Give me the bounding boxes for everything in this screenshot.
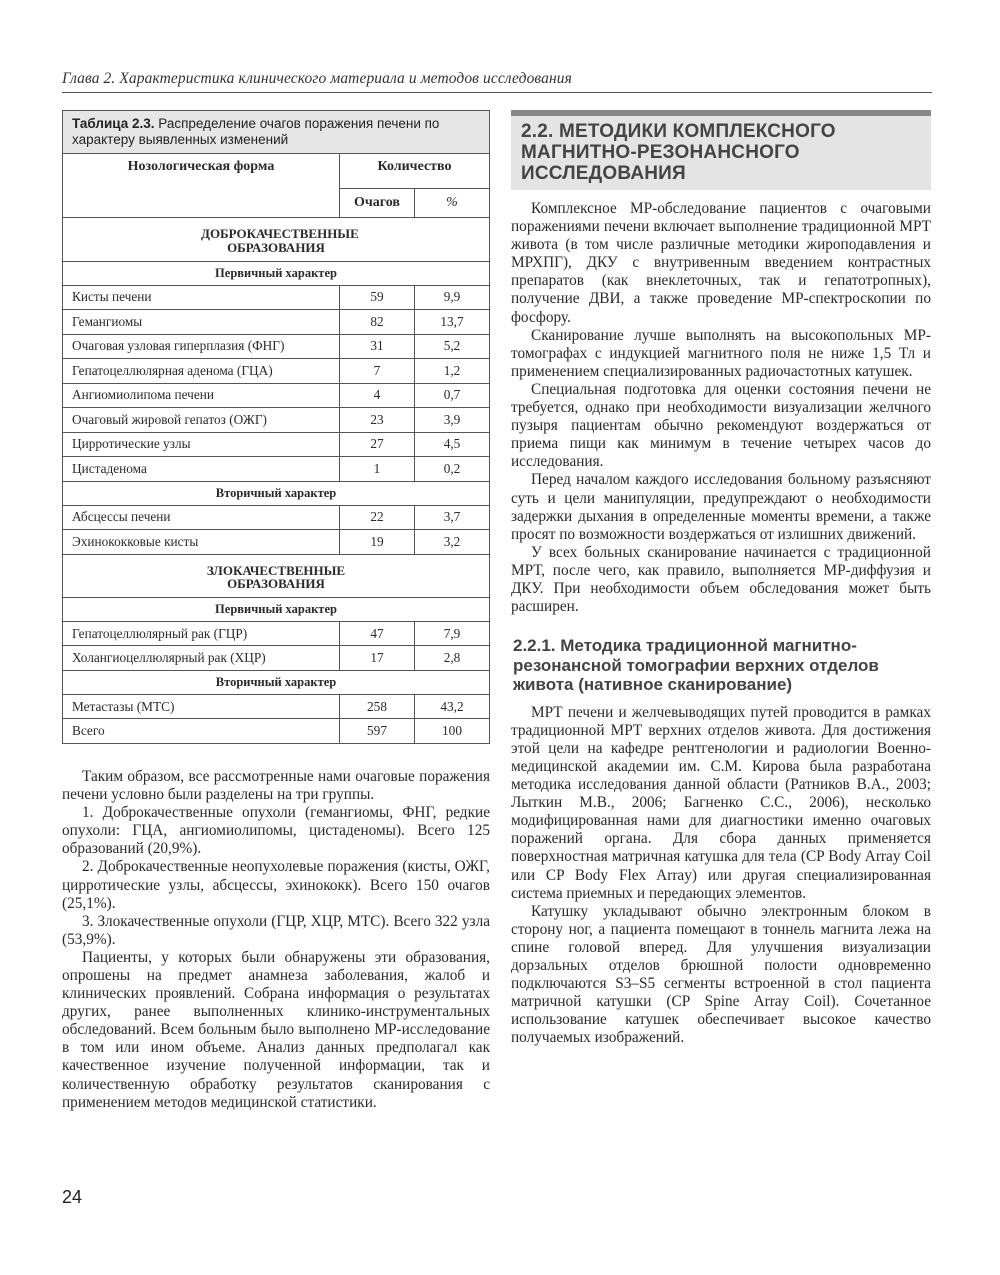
list-item: 2. Доброкачественные неопухолевые поражения (кисты, ОЖГ, цирротические узлы, абсцессы, эхинококк). Всего 150 очагов (25,1%). [62, 858, 490, 912]
paragraph: МРТ печени и желчевыводящих путей проводится в рамках традиционной МРТ верхних отделов живота. Для достижения этой цели на кафедре рентгенологии и радиологии Военно-медицинской академии им. С.М. Кирова была разработана методика исследования данной области (Ратников В.А., 2003; Лыткин М.В., 2006; Багненко С.С., 2006), несколько модифицированная нами для диагностики именно очаговых поражений органа. Для сбора данных применяется поверхностная матричная катушка для тела (CP Body Array Coil или CP Body Flex Array) или другая специализированная система приемных и передающих элементов. [511, 703, 931, 902]
paragraph: Катушку укладывают обычно электронным блоком в сторону ног, а пациента помещают в тоннель магнита лежа на спине головой вперед. Для улучшения визуализации дорзальных отделов брюшной полости одновременно подключаются S3–S5 сегменты встроенной в стол пациента матричной катушки (CP Spine Array Coil). Сочетанное использование катушек обеспечивает высокое качество получаемых изображений. [511, 902, 931, 1047]
table-caption [63, 111, 490, 154]
table-row: Цирротические узлы 27 4,5 [63, 432, 490, 457]
column-header-percent: % [415, 189, 490, 218]
table-row: Гепатоцеллюлярный рак (ГЦР) 47 7,9 [63, 621, 490, 646]
table-row: Эхинококковые кисты 19 3,2 [63, 530, 490, 555]
table-row: Абсцессы печени 22 3,7 [63, 505, 490, 530]
paragraph: Перед началом каждого исследования больному разъясняют суть и цели манипуляции, предупреждают о необходимости задержки дыхания в определенные моменты времени, а также просят по возможности воздержаться от излишних движений. [511, 471, 931, 543]
paragraph: У всех больных сканирование начинается с традиционной МРТ, после чего, как правило, выполняется МР-диффузия и ДКУ. При необходимости объем обследования может быть расширен. [511, 543, 931, 616]
table-row: Кисты печени 59 9,9 [63, 285, 490, 310]
table-row: Гемангиомы 82 13,7 [63, 310, 490, 335]
group-header-benign: ДОБРОКАЧЕСТВЕННЫЕ ОБРАЗОВАНИЯ [63, 218, 490, 261]
paragraph: Пациенты, у которых были обнаружены эти образования, опрошены на предмет анамнеза заболевания, жалоб и клинических проявлений. Собрана информация о результатах других, ранее выполненных клинико-инструментальных обследований. Всем больным было выполнено МР-исследование в том или ином объеме. Анализ данных предполагал как качественное изучение полученной информации, так и количественную обработку результатов сканирования с применением методов медицинской статистики. [62, 948, 490, 1111]
paragraph: Таким образом, все рассмотренные нами очаговые поражения печени условно были разделены на три группы. [62, 767, 490, 804]
group-header-malignant: ЗЛОКАЧЕСТВЕННЫЕ ОБРАЗОВАНИЯ [63, 554, 490, 597]
list-item: 3. Злокачественные опухоли (ГЦР, ХЦР, МТС). Всего 322 узла (53,9%). [62, 912, 490, 948]
column-header-count: Очагов [340, 189, 415, 218]
paragraph: Сканирование лучше выполнять на высокопольных МР-томографах с индукцией магнитного поля не ниже 1,5 Тл и применением специализированных радиочастотных катушек. [511, 326, 931, 380]
table-row: Метастазы (МТС) 258 43,2 [63, 694, 490, 719]
column-header-form: Нозологическая форма [63, 154, 340, 218]
subgroup-header-secondary: Вторичный характер [63, 481, 490, 505]
running-head: Глава 2. Характеристика клинического материала и методов исследования [62, 70, 932, 93]
subgroup-header-secondary: Вторичный характер [63, 670, 490, 694]
table-row: Очаговый жировой гепатоз (ОЖГ) 23 3,9 [63, 408, 490, 433]
subsection-body [511, 704, 931, 1048]
page-number: 24 [62, 1187, 83, 1207]
left-column [62, 110, 490, 1112]
table-caption-text: Распределение очагов поражения печени по характеру выявленных изменений [72, 116, 440, 148]
section-heading-box [511, 110, 931, 190]
left-body-text [62, 768, 490, 1112]
lesion-distribution-table [62, 110, 490, 744]
section-body [511, 200, 931, 616]
right-column [511, 110, 931, 1047]
table-row: Цистаденома 1 0,2 [63, 457, 490, 482]
list-item: 1. Доброкачественные опухоли (гемангиомы, ФНГ, редкие опухоли: ГЦА, ангиомиолипомы, цистаденомы). Всего 125 образований (20,9%). [62, 804, 490, 858]
paragraph: Комплексное МР-обследование пациентов с очаговыми поражениями печени включает выполнение традиционной МРТ живота (в том числе различные методики жироподавления и МРХПГ), ДКУ с внутривенным введением контрастных препаратов (как внеклеточных, так и гепатотропных), получение ДВИ, а также проведение МР-спектроскопии по фосфору. [511, 200, 931, 326]
table-caption-label: Таблица 2.3. [72, 116, 155, 131]
table-row-total: Всего 597 100 [63, 719, 490, 744]
table-row: Ангиомиолипома печени 4 0,7 [63, 383, 490, 408]
table-row: Очаговая узловая гиперплазия (ФНГ) 31 5,2 [63, 334, 490, 359]
subsection-title: 2.2.1. Методика традиционной магнитно-резонансной томографии верхних отделов живота (нативное сканирование) [513, 636, 879, 695]
paragraph: Специальная подготовка для оценки состояния печени не требуется, однако при необходимости визуализации желчного пузыря пациентам обычно рекомендуют воздержаться от приема пищи как минимум в течение четырех часов до исследования. [511, 380, 931, 471]
table-row: Гепатоцеллюлярная аденома (ГЦА) 7 1,2 [63, 359, 490, 384]
column-header-quantity: Количество [340, 154, 490, 189]
subgroup-header-primary: Первичный характер [63, 261, 490, 285]
section-title: 2.2. МЕТОДИКИ КОМПЛЕКСНОГО МАГНИТНО-РЕЗОНАНСНОГО ИССЛЕДОВАНИЯ [521, 121, 836, 184]
table-row: Холангиоцеллюлярный рак (ХЦР) 17 2,8 [63, 646, 490, 671]
subgroup-header-primary: Первичный характер [63, 597, 490, 621]
